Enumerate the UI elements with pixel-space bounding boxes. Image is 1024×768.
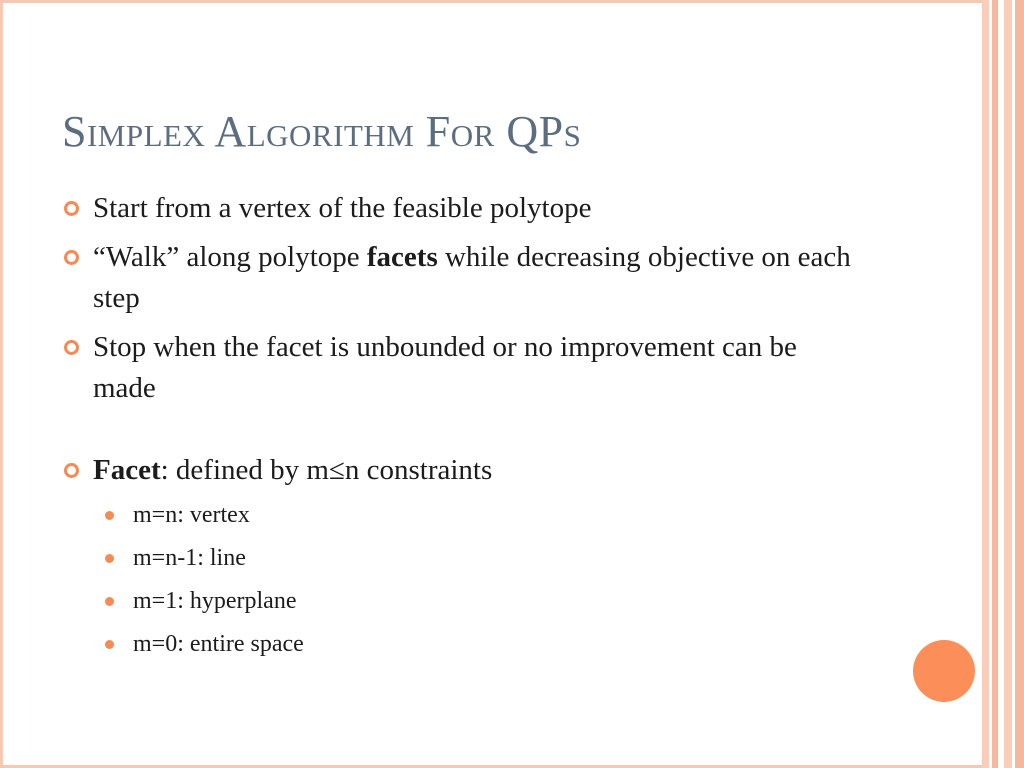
sub-bullet-text: m=0: entire space	[133, 631, 304, 657]
sub-bullet-vertex	[103, 499, 862, 531]
decorative-stripe	[1004, 0, 1012, 768]
sub-bullet-hyperplane	[103, 585, 862, 617]
bullet-facet-definition	[62, 450, 862, 491]
bullet-text-pre: “Walk” along polytope	[93, 241, 367, 273]
sub-bullet-text: m=n-1: line	[133, 545, 246, 571]
bullet-text-bold: Facet	[93, 454, 161, 486]
bullet-text-post: while decreasing objective on each step	[93, 241, 851, 314]
ring-bullet-icon	[64, 340, 79, 355]
bullet-start-vertex	[62, 188, 862, 229]
dot-bullet-icon	[105, 554, 114, 563]
frame-line-top	[0, 0, 982, 3]
bullet-text-post: : defined by m≤n constraints	[160, 454, 493, 486]
sub-bullet-text: m=1: hyperplane	[133, 588, 297, 614]
slide-body	[62, 188, 862, 671]
bullet-text: Stop when the facet is unbounded or no improvement can be made	[93, 331, 797, 404]
dot-bullet-icon	[105, 640, 114, 649]
decorative-stripe	[982, 0, 989, 768]
ring-bullet-icon	[64, 463, 79, 478]
bullet-text-bold: facets	[366, 241, 438, 273]
bullet-walk-facets	[62, 237, 862, 319]
decorative-stripe	[1015, 0, 1024, 768]
sub-bullet-line	[103, 542, 862, 574]
bullet-stop-condition	[62, 327, 862, 409]
dot-bullet-icon	[105, 597, 114, 606]
sub-bullet-text: m=n: vertex	[133, 502, 250, 528]
frame-line-left	[0, 0, 3, 768]
bullet-text: Start from a vertex of the feasible polytope	[93, 192, 592, 224]
ring-bullet-icon	[64, 201, 79, 216]
sub-bullet-entire-space	[103, 628, 862, 660]
ring-bullet-icon	[64, 250, 79, 265]
dot-bullet-icon	[105, 511, 114, 520]
slide-title: Simplex Algorithm For QPs	[62, 107, 582, 156]
decorative-circle	[913, 640, 975, 702]
